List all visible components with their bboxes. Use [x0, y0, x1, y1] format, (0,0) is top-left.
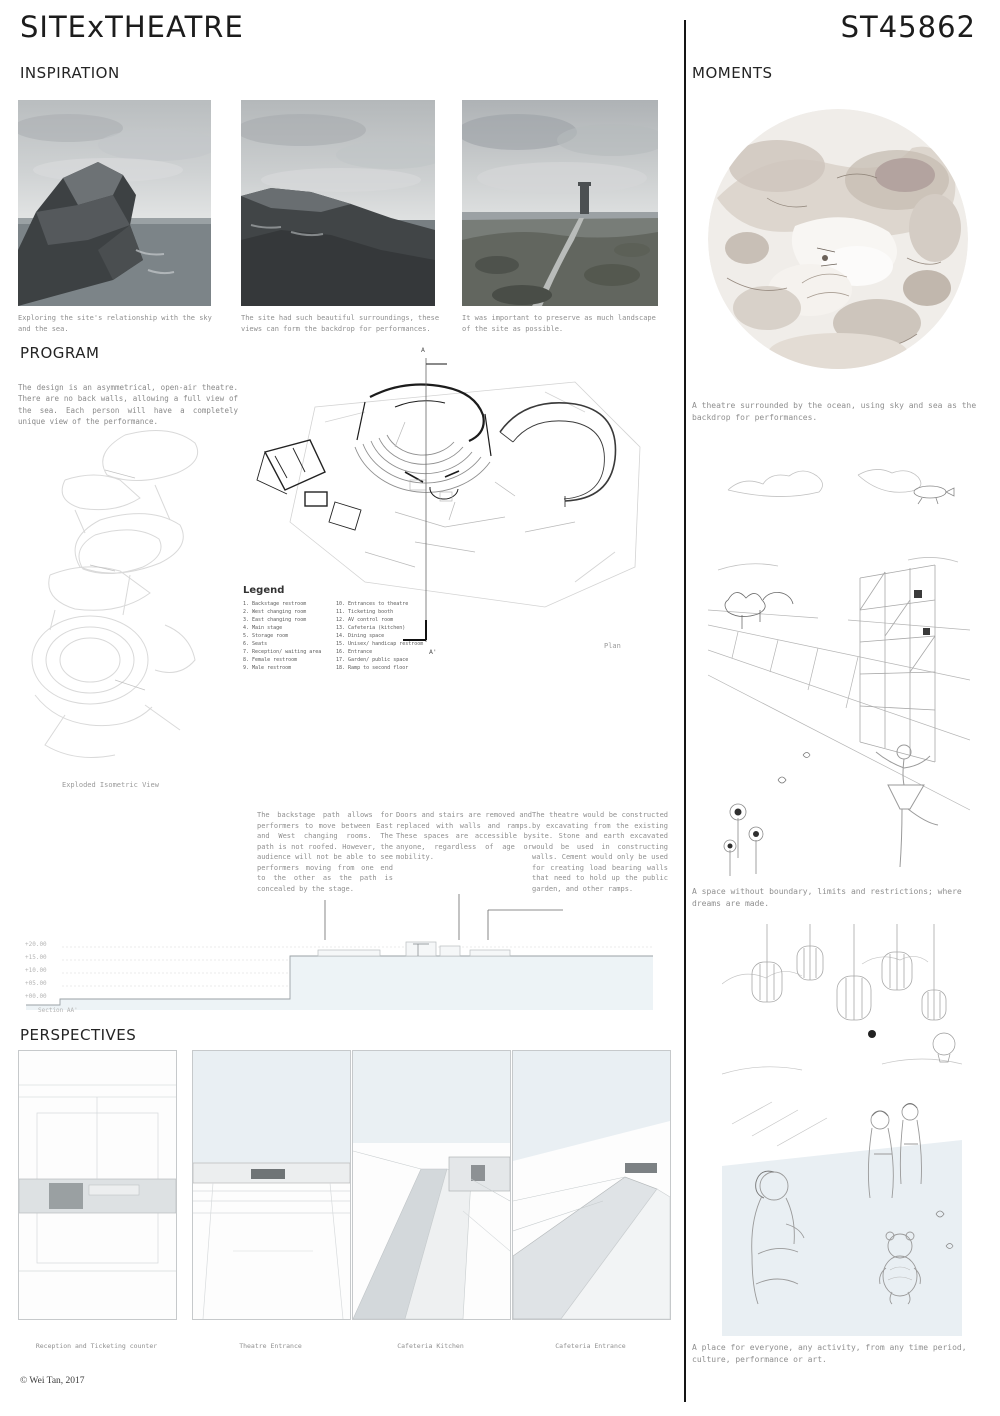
elevation-label: +05.00: [25, 980, 47, 987]
perspective-cafeteria-kitchen: [352, 1050, 511, 1320]
hot-air-balloon: [933, 1033, 955, 1062]
scaffold-tower: [860, 565, 935, 762]
copyright: © Wei Tan, 2017: [20, 1376, 85, 1386]
amphitheater-arcs: [355, 435, 490, 492]
inspiration-caption-1: Exploring the site's relationship with the sky and the sea.: [18, 314, 212, 333]
legend-item: 16. Entrance: [336, 649, 373, 655]
perspective-cafeteria-entrance: [512, 1050, 671, 1320]
perspective-caption-1: Reception and Ticketing counter: [35, 1342, 158, 1350]
heading-program: PROGRAM: [20, 344, 100, 362]
legend-item: 10. Entrances to theatre: [336, 601, 409, 607]
legend-item: 6. Seats: [243, 641, 268, 647]
note-backstage-path: The backstage path allows for performers to move between East and West changing rooms. The path is not roofed. However, the audience will not be able to see performers moving from one end to the other as the path is concealed by the stage.: [257, 811, 393, 893]
legend-item: 4. Main stage: [243, 625, 283, 631]
note-construction: The theatre would be constructed by excavating from the existing site. Stone and earth excavated would be used in constructing walls. Cement would only be used for creating load bearing walls that need to hold up the public garden, and other ramps.: [532, 811, 668, 893]
inspiration-photo-2: [241, 100, 435, 306]
inspiration-caption-3: It was important to preserve as much landscape of the site as possible.: [462, 314, 656, 333]
legend-item: 15. Unisex/ handicap restroom: [336, 641, 424, 647]
inspiration-photo-1: [18, 100, 211, 306]
elevation-label: +00.00: [25, 993, 47, 1000]
section-marker-a: A: [421, 346, 425, 354]
legend-item: 12. AV control room: [336, 617, 394, 623]
perspective-caption-2: Theatre Entrance: [239, 1342, 302, 1350]
airship: [914, 486, 954, 504]
legend-title: Legend: [243, 585, 285, 596]
column-divider: [684, 20, 686, 1402]
legend-item: 3. East changing room: [243, 617, 307, 623]
inspiration-caption-2: The site had such beautiful surroundings, these views can form the backdrop for performances.: [241, 314, 440, 333]
moments-caption-2: A space without boundary, limits and restrictions; where dreams are made.: [692, 887, 962, 908]
plan-detail-lines: [365, 422, 575, 567]
perspective-theatre-entrance: [192, 1050, 351, 1320]
lanterns-children-illustration: [722, 924, 962, 1336]
aerial-site-illustration: [707, 108, 969, 370]
dancer-boardwalk-illustration: [708, 450, 970, 880]
perspective-caption-3: Cafeteria Kitchen: [397, 1342, 464, 1350]
legend-item: 9. Male restroom: [243, 665, 292, 671]
plan-legend: [243, 585, 473, 672]
legend-item: 1. Backstage restroom: [243, 601, 307, 607]
legend-item: 13. Cafeteria (kitchen): [336, 625, 406, 631]
ground-fill: [26, 956, 653, 1010]
program-intro: The design is an asymmetrical, open-air theatre. There are no back walls, allowing a full view of the sea. Each person will have a completely unique view of the performance.: [18, 383, 238, 426]
perspective-reception: [18, 1050, 177, 1320]
page-title: SITExTHEATRE: [20, 10, 244, 44]
dark-lantern-dot: [868, 1030, 876, 1038]
legend-item: 17. Garden/ public space: [336, 657, 409, 663]
legend-item: 11. Ticketing booth: [336, 609, 394, 615]
exploded-isometric-label: Exploded Isometric View: [62, 781, 159, 789]
legend-item: 8. Female restroom: [243, 657, 298, 663]
cafeteria-entrance-perspective-drawing: [513, 1051, 670, 1319]
plan-label: Plan: [604, 642, 621, 650]
section-marker-a-prime: A': [429, 648, 437, 656]
reception-perspective-drawing: [19, 1051, 176, 1319]
project-code: ST45862: [840, 10, 976, 44]
garden-ramp: [500, 403, 616, 507]
floor-plane: [722, 1140, 962, 1336]
legend-item: 2. West changing room: [243, 609, 307, 615]
legend-item: 18. Ramp to second floor: [336, 665, 409, 671]
legend-column-1: [243, 600, 322, 672]
west-rooms: [257, 440, 361, 530]
moments-caption-1: A theatre surrounded by the ocean, using sky and sea as the backdrop for performances.: [692, 401, 977, 422]
heading-moments: MOMENTS: [692, 64, 773, 82]
cliff-sea-photo-2: [241, 100, 435, 306]
perspective-caption-4: Cafeteria Entrance: [555, 1342, 626, 1350]
tower-landscape-photo-3: [462, 100, 658, 306]
theatre-entrance-perspective-drawing: [193, 1051, 350, 1319]
section-label: Section AA': [38, 1007, 78, 1014]
legend-column-2: [336, 600, 456, 672]
stage-walls: [357, 385, 491, 500]
legend-item: 14. Dining space: [336, 633, 385, 639]
trees: [725, 592, 793, 629]
legend-item: 5. Storage room: [243, 633, 289, 639]
butterflies: [778, 753, 810, 784]
exploded-isometric-drawing: [5, 425, 250, 775]
inspiration-photo-3: [462, 100, 658, 306]
cafeteria-kitchen-perspective-drawing: [353, 1051, 510, 1319]
moments-caption-3: A place for everyone, any activity, from any time period, culture, performance or art.: [692, 1343, 967, 1364]
elevation-label: +10.00: [25, 967, 47, 974]
heading-inspiration: INSPIRATION: [20, 64, 120, 82]
elevation-label: +20.00: [25, 941, 47, 948]
site-boundary: [290, 382, 640, 607]
legend-item: 7. Reception/ waiting area: [243, 649, 322, 655]
note-ramps-access: Doors and stairs are removed and replaced with walls and ramps. These spaces are accessible by anyone, regardless of age or mobility.: [396, 811, 532, 861]
elevation-label: +15.00: [25, 954, 47, 961]
heading-perspectives: PERSPECTIVES: [20, 1026, 137, 1044]
section-drawing: [18, 932, 658, 1014]
cliff-sea-photo-1: [18, 100, 211, 306]
dancer-figure: [876, 745, 938, 867]
sunflowers: [724, 804, 763, 876]
